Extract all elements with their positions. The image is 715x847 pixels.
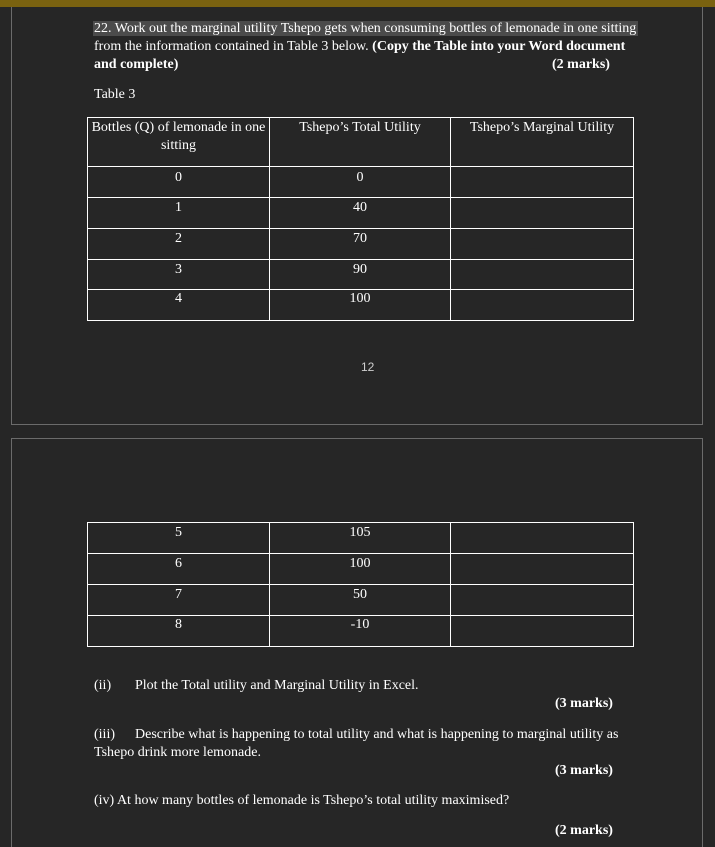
cell-total-utility: 105	[270, 523, 451, 554]
cell-total-utility: 40	[270, 198, 451, 229]
cell-quantity: 7	[88, 585, 270, 616]
table-row	[88, 167, 634, 198]
utility-table-part-2	[87, 522, 634, 647]
table-row	[88, 260, 634, 290]
cell-total-utility: 100	[270, 554, 451, 585]
part-iii-label: (iii)	[94, 727, 115, 742]
cell-quantity: 2	[88, 229, 270, 260]
cell-quantity: 1	[88, 198, 270, 229]
page-number: 12	[361, 360, 375, 374]
cell-marginal-utility	[451, 616, 634, 647]
cell-total-utility: 100	[270, 290, 451, 321]
header-total-utility: Tshepo’s Total Utility	[270, 118, 451, 167]
question-highlighted-text: 22. Work out the marginal utility Tshepo gets when consuming bottles of lemonade in one sitting	[94, 21, 637, 36]
table-caption: Table 3	[94, 87, 136, 102]
cell-total-utility: -10	[270, 616, 451, 647]
table-row	[88, 554, 634, 585]
question-line-2-text: from the information contained in Table 3 below.	[94, 39, 373, 54]
cell-total-utility: 0	[270, 167, 451, 198]
window-top-bar	[0, 0, 715, 7]
utility-table-part-1	[87, 117, 634, 321]
cell-quantity: 4	[88, 290, 270, 321]
cell-marginal-utility	[451, 167, 634, 198]
cell-marginal-utility	[451, 290, 634, 321]
table-header-row	[88, 118, 634, 167]
cell-total-utility: 90	[270, 260, 451, 290]
cell-quantity: 3	[88, 260, 270, 290]
table-row	[88, 616, 634, 647]
table-row	[88, 198, 634, 229]
table-row	[88, 523, 634, 554]
cell-marginal-utility	[451, 554, 634, 585]
cell-quantity: 6	[88, 554, 270, 585]
question-line-2	[94, 38, 625, 56]
part-ii-text: Plot the Total utility and Marginal Utility in Excel.	[135, 678, 419, 693]
cell-marginal-utility	[451, 260, 634, 290]
part-iii-marks: (3 marks)	[555, 763, 613, 778]
table-row	[88, 229, 634, 260]
part-iii-text-line-2: Tshepo drink more lemonade.	[94, 745, 261, 760]
part-iv-marks: (2 marks)	[555, 823, 613, 838]
header-marginal-utility: Tshepo’s Marginal Utility	[451, 118, 634, 167]
table-row	[88, 290, 634, 321]
header-quantity: Bottles (Q) of lemonade in one sitting	[88, 118, 270, 167]
cell-quantity: 0	[88, 167, 270, 198]
cell-total-utility: 50	[270, 585, 451, 616]
cell-marginal-utility	[451, 229, 634, 260]
cell-marginal-utility	[451, 523, 634, 554]
part-ii-label: (ii)	[94, 678, 112, 693]
part-iii-text-line-1: Describe what is happening to total utility and what is happening to marginal utility as	[135, 727, 619, 742]
cell-marginal-utility	[451, 198, 634, 229]
cell-quantity: 8	[88, 616, 270, 647]
cell-quantity: 5	[88, 523, 270, 554]
cell-marginal-utility	[451, 585, 634, 616]
question-line-1	[93, 20, 638, 38]
part-iv-text: (iv) At how many bottles of lemonade is Tshepo’s total utility maximised?	[94, 793, 510, 808]
part-ii-marks: (3 marks)	[555, 696, 613, 711]
question-marks: (2 marks)	[552, 57, 610, 72]
question-instruction: (Copy the Table into your Word document	[372, 39, 626, 54]
cell-total-utility: 70	[270, 229, 451, 260]
table-row	[88, 585, 634, 616]
question-line-3: and complete)	[94, 57, 179, 72]
